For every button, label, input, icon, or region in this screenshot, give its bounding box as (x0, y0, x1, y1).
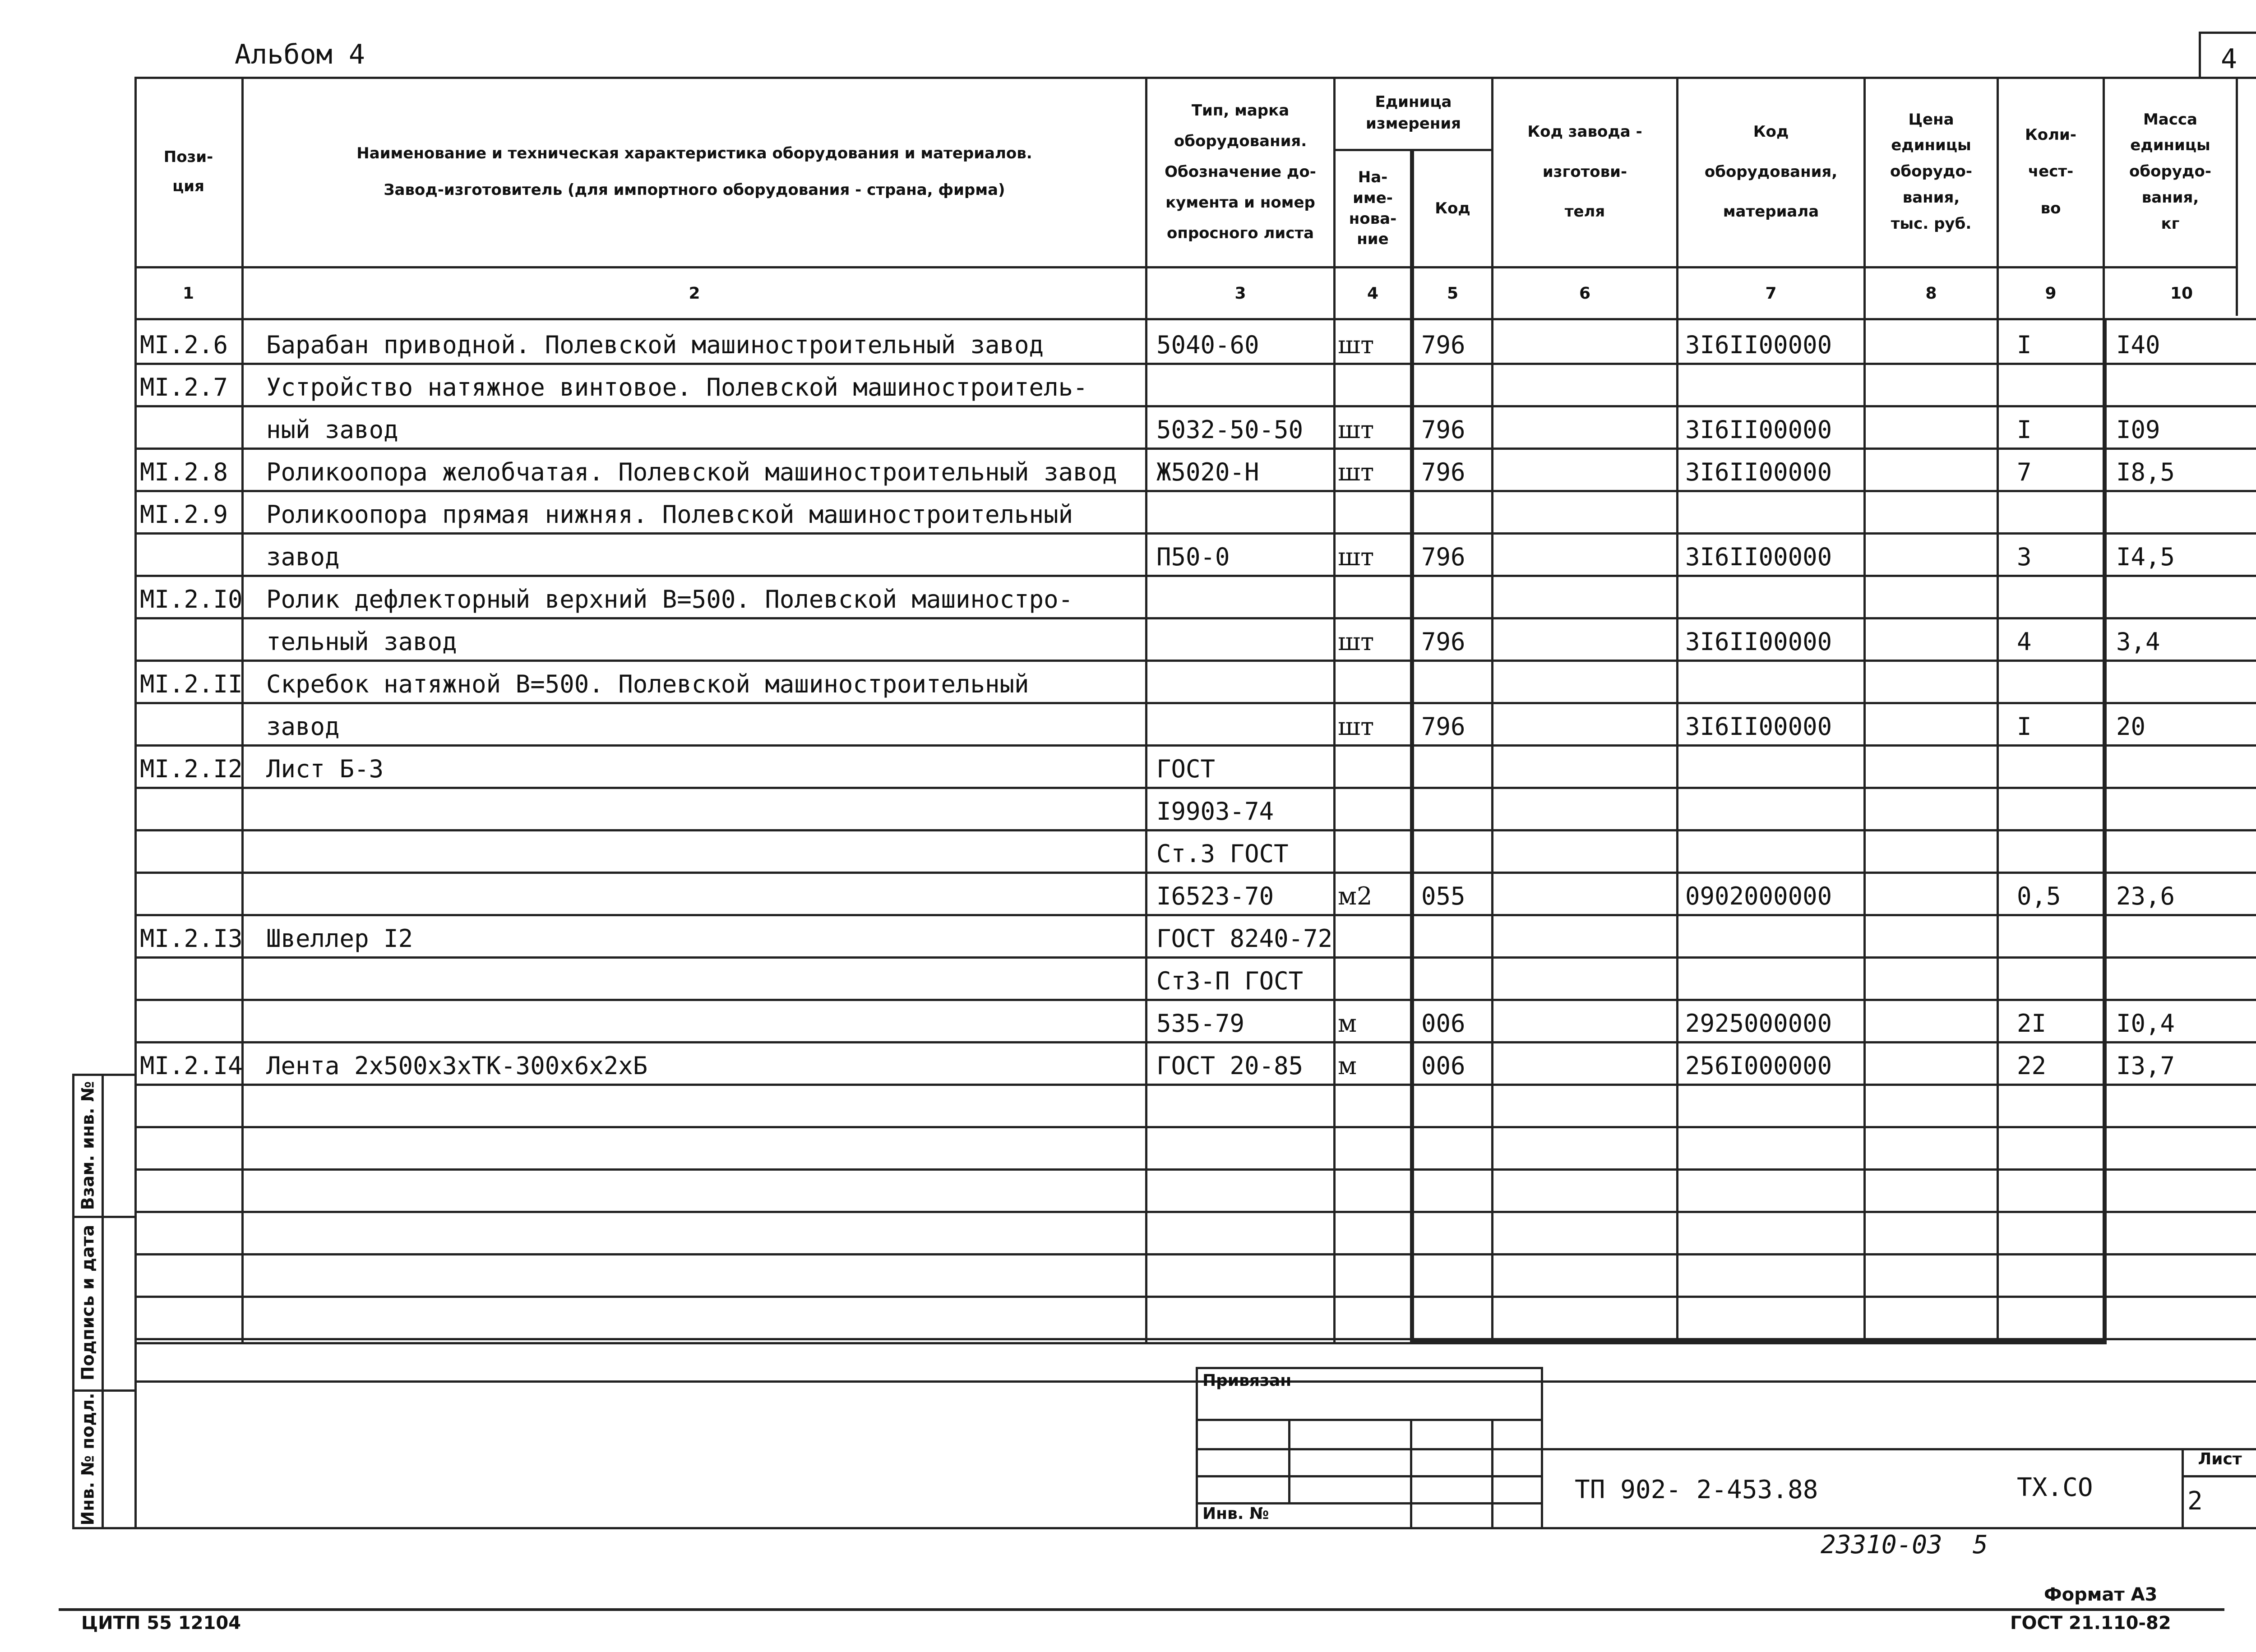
table-bottom-thick (1410, 1340, 2105, 1344)
cell-unit-name: шт (1338, 628, 1374, 656)
album-label: Альбом 4 (235, 39, 365, 70)
cell-quantity: I (2017, 331, 2032, 359)
cell-quantity: 0,5 (2017, 882, 2061, 910)
column-number-3: 3 (1234, 284, 1246, 303)
cell-name: ный завод (266, 415, 398, 444)
column-number-7: 7 (1765, 284, 1777, 303)
page-number-box-left (2199, 32, 2201, 79)
cell-unit-code: 055 (1421, 882, 1465, 910)
stamp-sheet-split (2182, 1475, 2256, 1477)
row-divider (134, 660, 2256, 662)
cell-mass: 3,4 (2116, 628, 2160, 656)
col-line-5 (1491, 77, 1493, 1344)
cell-equipment-code: 0902000000 (1685, 882, 1832, 910)
col-header-unit-name: На- име- нова- ние (1349, 168, 1397, 249)
col-line-7 (1863, 77, 1866, 1344)
cell-equipment-code: 3I6II00000 (1685, 331, 1832, 359)
col-header-name-line2: Завод-изготовитель (для импортного оборудования - страна, фирма) (384, 181, 1005, 199)
page-number: 4 (2220, 43, 2238, 75)
row-divider (134, 1126, 2256, 1128)
col-line-6 (1676, 77, 1678, 1344)
col-line-2 (1145, 77, 1147, 1344)
col-header-unit-code: Код (1435, 199, 1470, 218)
cell-document: I6523-70 (1156, 882, 1274, 910)
cell-mass: I09 (2116, 415, 2160, 444)
cell-position: MI.2.I2 (140, 755, 243, 783)
row-divider (134, 1084, 2256, 1086)
cell-position: MI.2.I0 (140, 585, 243, 614)
stamp-mark: ТХ.СО (2017, 1473, 2093, 1502)
row-divider (134, 702, 2256, 704)
cell-document: 5032-50-50 (1156, 415, 1304, 444)
cell-name: завод (266, 543, 340, 571)
cell-equipment-code: 3I6II00000 (1685, 458, 1832, 486)
cell-name: завод (266, 712, 340, 741)
frame-bottom (72, 1527, 2256, 1529)
row-divider (134, 448, 2256, 450)
cell-mass: I40 (2116, 331, 2160, 359)
cell-document: ГОСТ (1156, 755, 1216, 783)
cell-unit-code: 006 (1421, 1052, 1465, 1080)
cell-document: П50-0 (1156, 543, 1230, 571)
col-header-quantity: Коли- чест- во (2025, 125, 2076, 217)
stamp-privyazan-top (1196, 1367, 1543, 1369)
col-header-name (244, 78, 1145, 266)
cell-unit-code: 796 (1421, 415, 1465, 444)
stamp-inv-no-label: Инв. № (1202, 1504, 1269, 1523)
row-divider (134, 1338, 2256, 1340)
cell-position: MI.2.9 (140, 500, 228, 529)
cell-quantity: I (2017, 712, 2032, 741)
column-number-9: 9 (2045, 284, 2057, 303)
row-divider (134, 999, 2256, 1001)
col-header-position: Пози- ция (163, 148, 213, 195)
cell-position: MI.2.8 (140, 458, 228, 486)
row-divider (134, 787, 2256, 789)
row-divider (134, 956, 2256, 959)
row-divider (134, 1041, 2256, 1043)
cell-quantity: 7 (2017, 458, 2032, 486)
col-header-unit-group: Единица измерения (1366, 93, 1461, 133)
cell-name: Роликоопора желобчатая. Полевской машиностроительный завод (266, 458, 1117, 486)
cell-equipment-code: 3I6II00000 (1685, 628, 1832, 656)
col-line-3 (1333, 77, 1336, 1344)
stamp-privyazan-label: Привязан (1202, 1371, 1292, 1390)
stamp-grid-v2 (1410, 1419, 1412, 1529)
col-header-doc: Тип, марка оборудования. Обозначение до- кумента и номер опросного листа (1165, 102, 1316, 242)
column-number-1: 1 (182, 284, 194, 303)
row-divider (134, 1211, 2256, 1213)
row-divider (134, 617, 2256, 619)
cell-unit-code: 796 (1421, 628, 1465, 656)
row-divider (134, 872, 2256, 874)
cell-position: MI.2.I4 (140, 1052, 243, 1080)
cell-position: MI.2.7 (140, 373, 228, 401)
stamp-sheet-label: Лист (2198, 1450, 2242, 1468)
cell-unit-name: м2 (1338, 882, 1373, 910)
column-number-5: 5 (1447, 284, 1459, 303)
cell-quantity: 3 (2017, 543, 2032, 571)
cell-unit-name: шт (1338, 458, 1374, 486)
cell-equipment-code: 2925000000 (1685, 1009, 1832, 1038)
gost-label: ГОСТ 21.110-82 (2010, 1613, 2171, 1634)
cell-document: I9903-74 (1156, 797, 1274, 826)
row-divider (134, 575, 2256, 577)
cell-quantity: 22 (2017, 1052, 2047, 1080)
side-label-inv-podl: Инв. № подл. (78, 1393, 98, 1526)
side-label-podpis-data: Подпись и дата (78, 1224, 98, 1381)
cell-document: ГОСТ 20-85 (1156, 1052, 1304, 1080)
cell-unit-name: шт (1338, 543, 1374, 571)
cell-name: тельный завод (266, 628, 457, 656)
stamp-grid-v3 (1491, 1419, 1493, 1529)
row-divider (134, 914, 2256, 916)
column-number-2: 2 (689, 284, 700, 303)
cell-unit-code: 006 (1421, 1009, 1465, 1038)
cell-unit-name: м (1338, 1052, 1357, 1080)
column-number-6: 6 (1579, 284, 1591, 303)
cell-mass: I4,5 (2116, 543, 2175, 571)
cell-equipment-code: 256I000000 (1685, 1052, 1832, 1080)
cell-name: Швеллер I2 (266, 924, 413, 953)
row-divider (134, 405, 2256, 407)
cell-document: Ст.3 ГОСТ (1156, 840, 1289, 868)
cell-unit-code: 796 (1421, 543, 1465, 571)
cell-mass: 23,6 (2116, 882, 2175, 910)
cell-name: Лента 2х500х3хТК-300х6х2хБ (266, 1052, 648, 1080)
cell-unit-name: шт (1338, 415, 1374, 444)
column-number-8: 8 (1925, 284, 1937, 303)
side-strip-divider (102, 1074, 104, 1529)
stamp-grid-v1 (1288, 1419, 1290, 1502)
row-divider (134, 744, 2256, 747)
cell-mass: 20 (2116, 712, 2146, 741)
cell-name: Ролик дефлекторный верхний В=500. Полевской машиностро- (266, 585, 1073, 614)
cell-equipment-code: 3I6II00000 (1685, 543, 1832, 571)
cell-unit-code: 796 (1421, 331, 1465, 359)
footer-rule (59, 1608, 2224, 1611)
cell-quantity: 2I (2017, 1009, 2047, 1038)
handwritten-number: 23310-03 5 (1821, 1530, 1988, 1560)
col-header-price: Цена единицы оборудо- вания, тыс. руб. (1890, 110, 1972, 233)
col-header-mass: Масса единицы оборудо- вания, кг (2129, 110, 2211, 233)
cell-unit-code: 796 (1421, 458, 1465, 486)
stamp-title-top (1541, 1448, 2256, 1450)
cell-name: Роликоопора прямая нижняя. Полевской машиностроительный (266, 500, 1073, 529)
row-divider (134, 532, 2256, 535)
cell-equipment-code: 3I6II00000 (1685, 712, 1832, 741)
row-divider (134, 363, 2256, 365)
row-divider (134, 1253, 2256, 1255)
page-number-box-top (2199, 32, 2256, 34)
cell-document: ГОСТ 8240-72 (1156, 924, 1333, 953)
cell-name: Барабан приводной. Полевской машиностроительный завод (266, 331, 1044, 359)
col-header-name-line1: Наименование и техническая характеристика оборудования и материалов. (356, 144, 1032, 163)
cell-quantity: 4 (2017, 628, 2032, 656)
cell-position: MI.2.6 (140, 331, 228, 359)
cell-unit-code: 796 (1421, 712, 1465, 741)
cell-document: 5040-60 (1156, 331, 1259, 359)
header-bottom-line (134, 266, 2237, 268)
cell-unit-name: м (1338, 1009, 1357, 1038)
cell-name: Скребок натяжной В=500. Полевской машиностроительный (266, 670, 1029, 698)
row-divider (134, 490, 2256, 492)
col-line-8 (1997, 77, 1999, 1344)
cell-name: Устройство натяжное винтовое. Полевской машиностроитель- (266, 373, 1088, 401)
cell-mass: I8,5 (2116, 458, 2175, 486)
column-number-4: 4 (1367, 284, 1379, 303)
format-label: Формат А3 (2044, 1584, 2158, 1605)
col-header-plant-code: Код завода - изготови- теля (1527, 123, 1642, 221)
cell-mass: I3,7 (2116, 1052, 2175, 1080)
row-divider (134, 1380, 2256, 1383)
side-label-vzam-inv: Взам. инв. № (78, 1081, 98, 1210)
row-divider (134, 1296, 2256, 1298)
cell-position: MI.2.II (140, 670, 243, 698)
cell-equipment-code: 3I6II00000 (1685, 415, 1832, 444)
cell-document: 535-79 (1156, 1009, 1245, 1038)
cell-name: Лист Б-3 (266, 755, 384, 783)
cell-position: MI.2.I3 (140, 924, 243, 953)
side-strip-left (72, 1074, 74, 1529)
stamp-designation: ТП 902- 2-453.88 (1575, 1475, 1818, 1504)
col-header-equipment-code: Код оборудования, материала (1704, 123, 1838, 221)
citp-label: ЦИТП 55 12104 (81, 1613, 241, 1634)
stamp-sheet-number: 2 (2187, 1486, 2203, 1516)
col-line-1 (241, 77, 244, 1344)
cell-quantity: I (2017, 415, 2032, 444)
cell-mass: I0,4 (2116, 1009, 2175, 1038)
cell-document: Ст3-П ГОСТ (1156, 967, 1304, 995)
row-divider (134, 1168, 2256, 1171)
cell-unit-name: шт (1338, 712, 1374, 741)
colnum-bottom-line (134, 318, 2256, 320)
column-number-10: 10 (2170, 284, 2193, 303)
cell-unit-name: шт (1338, 331, 1374, 359)
col-line-4 (1410, 149, 1414, 1344)
row-divider (134, 829, 2256, 831)
cell-document: Ж5020-Н (1156, 458, 1259, 486)
